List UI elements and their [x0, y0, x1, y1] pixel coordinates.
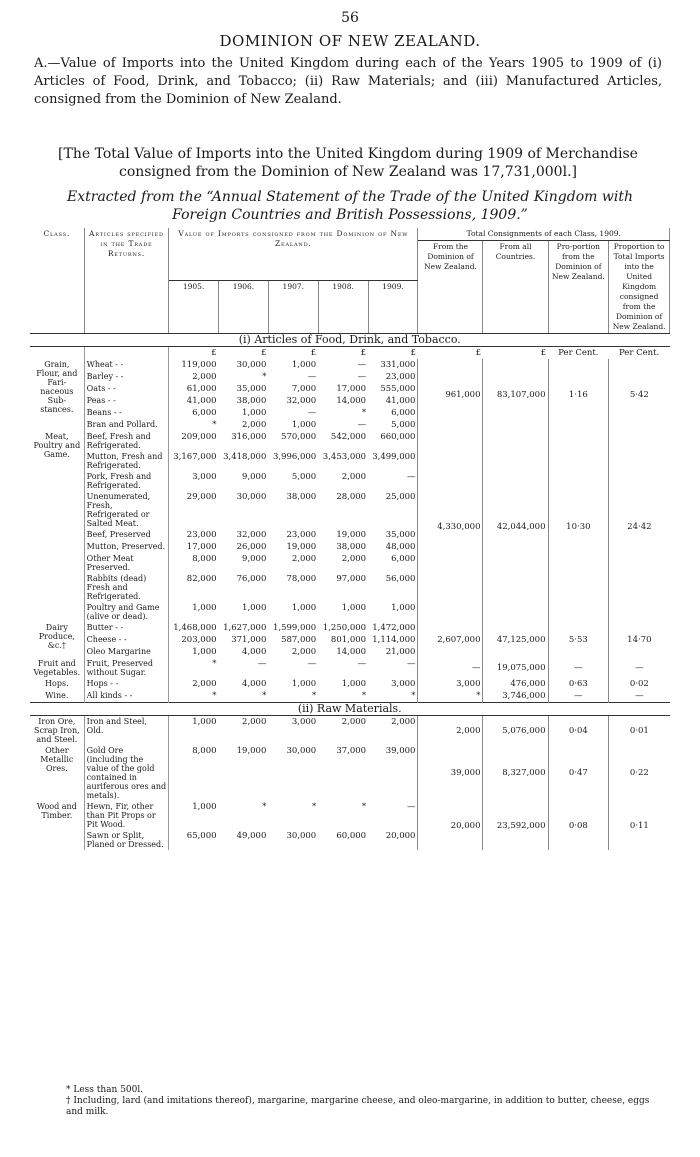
- year-value: 49,000: [236, 831, 267, 841]
- year-value: 56,000: [385, 574, 416, 584]
- year-value: 30,000: [286, 746, 317, 756]
- table-row: [30, 359, 670, 371]
- header-from-dominion: From the Dominion of New Zealand.: [418, 241, 483, 334]
- table-subheading: A.—Value of Imports into the United Kingdom during each of the Years 1905 to 1909 of (i) Articles of Food, Drink, and Tobacco; (ii) Raw Materials; and (iii) Manufactured Articles, consigned from the Dominion of New Zealand.: [34, 56, 662, 107]
- year-value: 119,000: [181, 360, 217, 370]
- header-year: 1906.: [219, 281, 269, 334]
- year-value: 2,000: [341, 472, 367, 482]
- article-label: Poultry and Game (alive or dead).: [84, 602, 169, 622]
- year-value: *: [361, 802, 367, 812]
- year-value: 1,000: [291, 603, 317, 613]
- article-label: Beans - -: [84, 407, 169, 419]
- year-value: *: [212, 691, 217, 701]
- year-value: 9,000: [242, 554, 267, 564]
- year-value: *: [262, 372, 267, 382]
- year-value: 17,000: [336, 384, 367, 394]
- year-value: 39,000: [385, 746, 416, 756]
- unit-cell: Per Cent.: [558, 348, 599, 358]
- year-value: 8,000: [192, 746, 217, 756]
- header-total-group: Total Consignments of each Class, 1909.: [418, 228, 670, 241]
- year-value: 1,000: [341, 679, 367, 689]
- year-value: 3,499,000: [372, 452, 416, 462]
- year-value: 2,000: [391, 717, 416, 727]
- year-value: —: [307, 659, 317, 669]
- total-value: 2,607,000: [418, 622, 483, 658]
- year-value: 801,000: [330, 635, 367, 645]
- table-row: [30, 622, 670, 634]
- year-value: 48,000: [385, 542, 416, 552]
- total-value: —: [548, 690, 609, 703]
- total-value: 0·47: [548, 745, 609, 801]
- article-label: Oats - -: [84, 383, 169, 395]
- total-value: 1·16: [548, 359, 609, 431]
- total-value: 0·22: [609, 745, 670, 801]
- year-value: *: [311, 691, 317, 701]
- imports-table-body: [30, 334, 670, 851]
- year-value: 28,000: [336, 492, 367, 502]
- year-value: 76,000: [236, 574, 267, 584]
- year-value: 2,000: [242, 420, 267, 430]
- total-value: —: [418, 658, 483, 678]
- year-value: 1,000: [291, 360, 317, 370]
- class-label: Iron Ore, Scrap Iron, and Steel.: [30, 716, 84, 746]
- table-row: [30, 658, 670, 678]
- year-value: 6,000: [391, 408, 416, 418]
- total-value: 0·02: [609, 678, 670, 690]
- year-value: 7,000: [291, 384, 317, 394]
- article-label: Mutton, Preserved.: [84, 541, 169, 553]
- year-value: 9,000: [242, 472, 267, 482]
- total-value: 83,107,000: [483, 359, 548, 431]
- unit-cell: £: [260, 348, 267, 358]
- year-value: 4,000: [242, 647, 267, 657]
- unit-cell: £: [310, 348, 317, 358]
- article-label: Beef, Fresh and Refrigerated.: [84, 431, 169, 451]
- year-value: 30,000: [236, 492, 267, 502]
- header-year: 1908.: [318, 281, 368, 334]
- year-value: 3,000: [192, 472, 217, 482]
- total-value: 3,746,000: [483, 690, 548, 703]
- header-row-1: [30, 228, 670, 241]
- imports-table: [30, 228, 670, 850]
- year-value: —: [307, 408, 317, 418]
- total-value: 23,592,000: [483, 801, 548, 850]
- year-value: 6,000: [192, 408, 217, 418]
- article-label: Hewn, Fir, other than Pit Props or Pit Wood.: [84, 801, 169, 830]
- year-value: 19,000: [336, 530, 367, 540]
- total-value: 42,044,000: [483, 431, 548, 622]
- year-value: 1,000: [192, 717, 217, 727]
- footnote: † Including, lard (and imitations thereof), margarine, margarine cheese, and oleo-margarine, in addition to butter, cheese, eggs and milk.: [66, 1096, 650, 1117]
- article-label: Mutton, Fresh and Refrigerated.: [84, 451, 169, 471]
- total-value: 39,000: [418, 745, 483, 801]
- year-value: 41,000: [385, 396, 416, 406]
- year-value: 331,000: [380, 360, 416, 370]
- year-value: 570,000: [281, 432, 317, 442]
- total-value: *: [418, 690, 483, 703]
- year-value: 3,996,000: [272, 452, 317, 462]
- unit-cell: £: [475, 348, 481, 358]
- year-value: —: [406, 659, 416, 669]
- year-value: 19,000: [286, 542, 317, 552]
- year-value: 78,000: [286, 574, 317, 584]
- year-value: 14,000: [336, 647, 367, 657]
- year-value: 1,114,000: [372, 635, 416, 645]
- year-value: 5,000: [391, 420, 416, 430]
- unit-cell: £: [410, 348, 416, 358]
- year-value: 1,599,000: [272, 623, 317, 633]
- article-label: All kinds - -: [84, 690, 169, 703]
- year-value: 2,000: [341, 717, 367, 727]
- year-value: 1,000: [192, 802, 217, 812]
- year-value: 1,000: [291, 420, 317, 430]
- unit-cell: £: [360, 348, 367, 358]
- year-value: 60,000: [336, 831, 367, 841]
- article-label: Oleo Margarine: [84, 646, 169, 658]
- article-label: Wheat - -: [84, 359, 169, 371]
- year-value: 2,000: [192, 679, 217, 689]
- year-value: 25,000: [385, 492, 416, 502]
- total-value: 4,330,000: [418, 431, 483, 622]
- total-value: 3,000: [418, 678, 483, 690]
- class-label: Meat, Poultry and Game.: [30, 431, 84, 622]
- year-value: 2,000: [192, 372, 217, 382]
- year-value: 555,000: [380, 384, 416, 394]
- year-value: *: [212, 659, 217, 669]
- total-value: 47,125,000: [483, 622, 548, 658]
- year-value: 203,000: [181, 635, 217, 645]
- units-row: [30, 347, 670, 360]
- class-label: Wood and Timber.: [30, 801, 84, 850]
- article-label: Other Meat Preserved.: [84, 553, 169, 573]
- year-value: 1,000: [192, 603, 217, 613]
- year-value: —: [257, 659, 267, 669]
- article-label: Fruit, Preserved without Sugar.: [84, 658, 169, 678]
- year-value: *: [262, 802, 267, 812]
- article-label: Peas - -: [84, 395, 169, 407]
- article-label: Cheese - -: [84, 634, 169, 646]
- table-row: [30, 690, 670, 703]
- year-value: 209,000: [181, 432, 217, 442]
- class-label: Hops.: [30, 678, 84, 690]
- page-number: 56: [341, 10, 359, 26]
- year-value: 41,000: [186, 396, 217, 406]
- year-value: 29,000: [186, 492, 217, 502]
- table-row: [30, 745, 670, 801]
- total-value: 0·04: [548, 716, 609, 746]
- article-label: Barley - -: [84, 371, 169, 383]
- year-value: 3,000: [291, 717, 317, 727]
- total-value: —: [609, 690, 670, 703]
- year-value: *: [212, 420, 217, 430]
- article-label: Pork, Fresh and Refrigerated.: [84, 471, 169, 491]
- total-value: 14·70: [609, 622, 670, 658]
- unit-cell: Per Cent.: [618, 348, 660, 358]
- year-value: 14,000: [336, 396, 367, 406]
- total-value: —: [609, 658, 670, 678]
- year-value: —: [357, 360, 367, 370]
- year-value: 32,000: [286, 396, 317, 406]
- year-value: 1,000: [242, 408, 267, 418]
- table-row: [30, 678, 670, 690]
- article-label: Hops - -: [84, 678, 169, 690]
- article-label: Sawn or Split, Planed or Dressed.: [84, 830, 169, 850]
- table-row: [30, 801, 670, 830]
- article-cell: [84, 347, 169, 360]
- year-value: 371,000: [231, 635, 267, 645]
- total-value: 0·01: [609, 716, 670, 746]
- year-value: 2,000: [341, 554, 367, 564]
- section-title: (ii) Raw Materials.: [30, 703, 670, 716]
- year-value: 8,000: [192, 554, 217, 564]
- year-value: 23,000: [286, 530, 317, 540]
- year-value: —: [406, 802, 416, 812]
- header-proportion: Pro-portion from the Dominion of New Zealand.: [548, 241, 609, 334]
- header-articles: Articles specified in the Trade Returns.: [84, 228, 169, 334]
- header-from-all: From all Countries.: [483, 241, 548, 334]
- year-value: 3,418,000: [223, 452, 267, 462]
- year-value: 3,453,000: [322, 452, 367, 462]
- section-raw: [30, 703, 670, 716]
- year-value: 1,000: [341, 603, 367, 613]
- year-value: 21,000: [385, 647, 416, 657]
- article-label: Gold Ore (including the value of the gold contained in auriferous ores and metals).: [84, 745, 169, 801]
- year-value: 65,000: [186, 831, 217, 841]
- header-proportion-total: Proportion to Total Imports into the United Kingdom consigned from the Dominion of New Zealand.: [609, 241, 670, 334]
- year-value: 2,000: [242, 717, 267, 727]
- class-label: Wine.: [30, 690, 84, 703]
- article-label: Beef, Preserved: [84, 529, 169, 541]
- year-value: 1,000: [391, 603, 416, 613]
- total-value: 24·42: [609, 431, 670, 622]
- footnote: * Less than 500l.: [66, 1085, 144, 1095]
- year-value: 5,000: [291, 472, 317, 482]
- total-value: 19,075,000: [483, 658, 548, 678]
- year-value: 82,000: [186, 574, 217, 584]
- article-label: Butter - -: [84, 622, 169, 634]
- total-value: 10·30: [548, 431, 609, 622]
- year-value: —: [307, 372, 317, 382]
- header-year: 1905.: [169, 281, 219, 334]
- class-label: Dairy Produce, &c.†: [30, 622, 84, 658]
- header-year: 1909.: [368, 281, 418, 334]
- year-value: 23,000: [186, 530, 217, 540]
- article-label: Bran and Pollard.: [84, 419, 169, 431]
- year-value: *: [262, 691, 267, 701]
- total-value: 20,000: [418, 801, 483, 850]
- article-label: Iron and Steel, Old.: [84, 716, 169, 746]
- year-value: 1,250,000: [322, 623, 367, 633]
- year-value: 38,000: [236, 396, 267, 406]
- total-value: 8,327,000: [483, 745, 548, 801]
- total-value: 5·53: [548, 622, 609, 658]
- year-value: 1,000: [192, 647, 217, 657]
- year-value: 660,000: [380, 432, 416, 442]
- total-value-note: [The Total Value of Imports into the United Kingdom during 1909 of Merchandise consigned from the Dominion of New Zealand was 17,731,000l.]: [58, 146, 638, 180]
- year-value: 61,000: [186, 384, 217, 394]
- year-value: 1,000: [291, 679, 317, 689]
- year-value: 37,000: [336, 746, 367, 756]
- class-label: Grain, Flour, and Fari-naceous Sub-stances.: [30, 359, 84, 431]
- year-value: 35,000: [236, 384, 267, 394]
- header-value-group: Value of Imports consigned from the Dominion of New Zealand.: [169, 228, 418, 281]
- unit-cell: £: [540, 348, 546, 358]
- class-cell: [30, 347, 84, 360]
- footnotes: [34, 1085, 664, 1118]
- year-value: 4,000: [242, 679, 267, 689]
- year-value: 3,167,000: [173, 452, 217, 462]
- year-value: 1,000: [242, 603, 267, 613]
- total-value: 0·08: [548, 801, 609, 850]
- year-value: 2,000: [291, 554, 317, 564]
- year-value: 587,000: [281, 635, 317, 645]
- year-value: 30,000: [286, 831, 317, 841]
- year-value: —: [406, 472, 416, 482]
- section-title: (i) Articles of Food, Drink, and Tobacco.: [30, 334, 670, 347]
- table-row: [30, 431, 670, 451]
- total-value: 476,000: [483, 678, 548, 690]
- class-label: Other Metallic Ores.: [30, 745, 84, 801]
- total-value: —: [548, 658, 609, 678]
- year-value: 316,000: [231, 432, 267, 442]
- year-value: *: [361, 691, 367, 701]
- total-value: 961,000: [418, 359, 483, 431]
- year-value: 38,000: [336, 542, 367, 552]
- year-value: 32,000: [236, 530, 267, 540]
- header-class: Class.: [30, 228, 84, 334]
- year-value: 97,000: [336, 574, 367, 584]
- year-value: 19,000: [236, 746, 267, 756]
- year-value: 30,000: [236, 360, 267, 370]
- class-label: Fruit and Vegetables.: [30, 658, 84, 678]
- article-label: Unenumerated, Fresh, Refrigerated or Salted Meat.: [84, 491, 169, 529]
- year-value: 1,468,000: [173, 623, 217, 633]
- year-value: —: [357, 372, 367, 382]
- total-value: 2,000: [418, 716, 483, 746]
- year-value: 20,000: [385, 831, 416, 841]
- year-value: 17,000: [186, 542, 217, 552]
- year-value: *: [411, 691, 416, 701]
- year-value: 1,627,000: [223, 623, 267, 633]
- total-value: 5·42: [609, 359, 670, 431]
- year-value: 1,472,000: [372, 623, 416, 633]
- section-food: [30, 334, 670, 347]
- source-note: Extracted from the “Annual Statement of the Trade of the United Kingdom with Foreign Countries and British Possessions, 1909.”: [67, 189, 633, 223]
- year-value: 3,000: [391, 679, 416, 689]
- year-value: 26,000: [236, 542, 267, 552]
- header-year: 1907.: [268, 281, 318, 334]
- total-value: 0·63: [548, 678, 609, 690]
- year-value: —: [357, 420, 367, 430]
- unit-cell: £: [211, 348, 217, 358]
- year-value: 35,000: [385, 530, 416, 540]
- year-value: 2,000: [291, 647, 317, 657]
- total-value: 0·11: [609, 801, 670, 850]
- table-row: [30, 716, 670, 746]
- year-value: *: [361, 408, 367, 418]
- year-value: *: [311, 802, 317, 812]
- year-value: 38,000: [286, 492, 317, 502]
- total-value: 5,076,000: [483, 716, 548, 746]
- year-value: 542,000: [330, 432, 367, 442]
- year-value: 6,000: [391, 554, 416, 564]
- year-value: 23,000: [385, 372, 416, 382]
- article-label: Rabbits (dead) Fresh and Refrigerated.: [84, 573, 169, 602]
- page-heading: DOMINION OF NEW ZEALAND.: [219, 32, 481, 50]
- year-value: —: [357, 659, 367, 669]
